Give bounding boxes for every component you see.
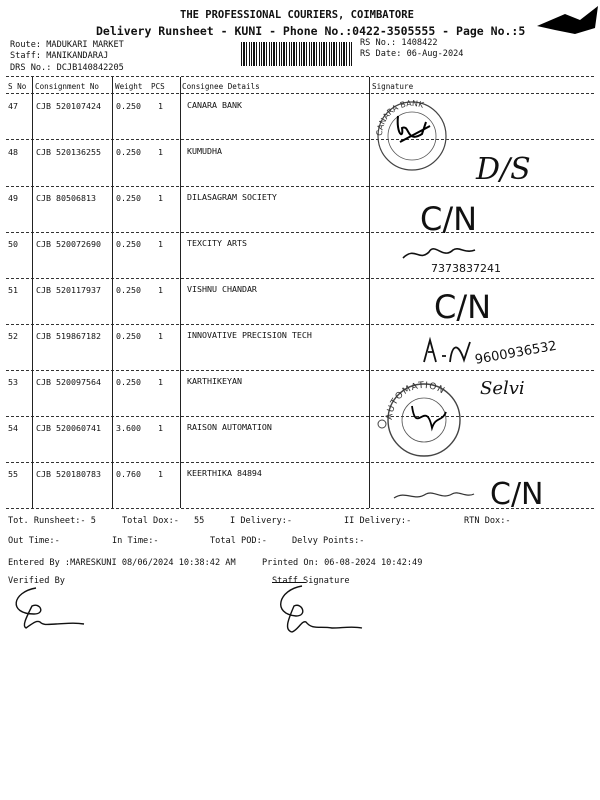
mark-cn: C/N [490, 477, 544, 512]
drs-number: DRS No.: DCJB140842205 [10, 63, 124, 73]
row-sno: 49 [8, 193, 18, 203]
row-weight: 0.250 [116, 331, 141, 341]
row-consignee: RAISON AUTOMATION [187, 422, 272, 432]
row-consignee: TEXCITY ARTS [187, 238, 247, 248]
row-consignee: VISHNU CHANDAR [187, 284, 257, 294]
i-delivery: I Delivery:- [230, 516, 293, 526]
canara-bank-stamp [370, 94, 470, 184]
signature-row-53 [476, 370, 566, 406]
total-runsheet: Tot. Runsheet:- 5 [8, 516, 96, 526]
total-dox-value: 55 [194, 516, 205, 526]
row-weight: 0.250 [116, 239, 141, 249]
svg-text:CANARA BANK [375, 99, 425, 136]
row-sno: 54 [8, 423, 18, 433]
raison-automation-stamp [372, 376, 472, 462]
col-header-weight: Weight [115, 82, 143, 91]
row-pcs: 1 [158, 331, 163, 341]
row-pcs: 1 [158, 423, 163, 433]
col-header-pcs: PCS [151, 82, 165, 91]
row-sno: 55 [8, 469, 18, 479]
row-consignment: CJB 520060741 [36, 423, 101, 433]
row-consignee: KUMUDHA [187, 146, 222, 156]
printed-on: Printed On: 06-08-2024 10:42:49 [262, 558, 423, 568]
row-pcs: 1 [158, 101, 163, 111]
row-consignee: DILASAGRAM SOCIETY [187, 192, 277, 202]
column-line [180, 77, 181, 508]
row-pcs: 1 [158, 193, 163, 203]
corner-scribble-mark [535, 0, 600, 40]
mark-cn: C/N [434, 288, 492, 326]
in-time: In Time:- [112, 536, 159, 546]
row-weight: 0.250 [116, 101, 141, 111]
row-consignee: INNOVATIVE PRECISION TECH [187, 330, 312, 340]
row-sno: 51 [8, 285, 18, 295]
row-divider [6, 462, 594, 463]
column-line [32, 77, 33, 508]
signature-row-50 [395, 232, 535, 278]
row-consignee: KEERTHIKA 84894 [187, 468, 262, 478]
entered-by: Entered By :MARESKUNI 08/06/2024 10:38:42 AM [8, 558, 236, 568]
row-sno: 52 [8, 331, 18, 341]
header-rule [6, 93, 594, 94]
delivery-points: Delvy Points:- [292, 536, 365, 546]
row-pcs: 1 [158, 147, 163, 157]
row-consignment: CJB 520097564 [36, 377, 101, 387]
row-divider [6, 139, 594, 140]
barcode [241, 42, 353, 66]
col-header-signature: Signature [372, 82, 414, 91]
row-consignment: CJB 519867182 [36, 331, 101, 341]
verified-by-signature [6, 584, 96, 634]
company-title: THE PROFESSIONAL COURIERS, COIMBATORE [180, 9, 414, 21]
row-consignment: CJB 520072690 [36, 239, 101, 249]
row-pcs: 1 [158, 377, 163, 387]
verified-by-label: Verified By [8, 576, 65, 586]
row-consignee: KARTHIKEYAN [187, 376, 242, 386]
staff-signature-label: Staff Signature [272, 576, 350, 586]
row-sno: 47 [8, 101, 18, 111]
row-weight: 0.250 [116, 377, 141, 387]
canara-stamp-text: CANARA BANK [374, 98, 425, 137]
raison-stamp-text: AUTOMATION [384, 380, 447, 421]
row-divider [6, 416, 594, 417]
total-dox-label: Total Dox:- [122, 516, 179, 526]
row-weight: 0.250 [116, 147, 141, 157]
ii-delivery: II Delivery:- [344, 516, 412, 526]
row-sno: 53 [8, 377, 18, 387]
signature-row-52 [420, 322, 590, 370]
phone-note: 9600936532 [473, 338, 558, 368]
row-divider [6, 278, 594, 279]
signature-row-55 [390, 470, 560, 510]
rs-number: RS No.: 1408422 [360, 38, 438, 48]
row-sno: 50 [8, 239, 18, 249]
route-label: Route: MADUKARI MARKET [10, 40, 124, 50]
row-sno: 48 [8, 147, 18, 157]
row-pcs: 1 [158, 239, 163, 249]
col-header-consignment: Consignment No [35, 82, 100, 91]
runsheet-subtitle: Delivery Runsheet - KUNI - Phone No.:0422-3505555 - Page No.:5 [96, 24, 526, 38]
row-pcs: 1 [158, 285, 163, 295]
rtn-dox: RTN Dox:- [464, 516, 511, 526]
row-consignee: CANARA BANK [187, 100, 242, 110]
row-weight: 0.760 [116, 469, 141, 479]
staff-label: Staff: MANIKANDARAJ [10, 51, 109, 61]
row-consignment: CJB 520107424 [36, 101, 101, 111]
out-time: Out Time:- [8, 536, 60, 546]
row-consignment: CJB 520136255 [36, 147, 101, 157]
row-consignment: CJB 520117937 [36, 285, 101, 295]
total-pod: Total POD:- [210, 536, 267, 546]
row-weight: 3.600 [116, 423, 141, 433]
row-weight: 0.250 [116, 193, 141, 203]
column-line [112, 77, 113, 508]
staff-signature [262, 580, 372, 636]
row-pcs: 1 [158, 469, 163, 479]
col-header-consignee: Consignee Details [182, 82, 260, 91]
phone-note: 7373837241 [431, 262, 501, 275]
row-consignment: CJB 80506813 [36, 193, 96, 203]
table-top-rule [6, 76, 594, 77]
row-consignment: CJB 520180783 [36, 469, 101, 479]
mark-cn: C/N [420, 200, 478, 238]
signature-row-48 [472, 145, 532, 189]
col-header-sno: S No [8, 82, 27, 91]
mark-selvi: Selvi [480, 378, 525, 399]
row-weight: 0.250 [116, 285, 141, 295]
rs-date: RS Date: 06-Aug-2024 [360, 49, 464, 59]
mark-ds: D/S [476, 152, 531, 187]
